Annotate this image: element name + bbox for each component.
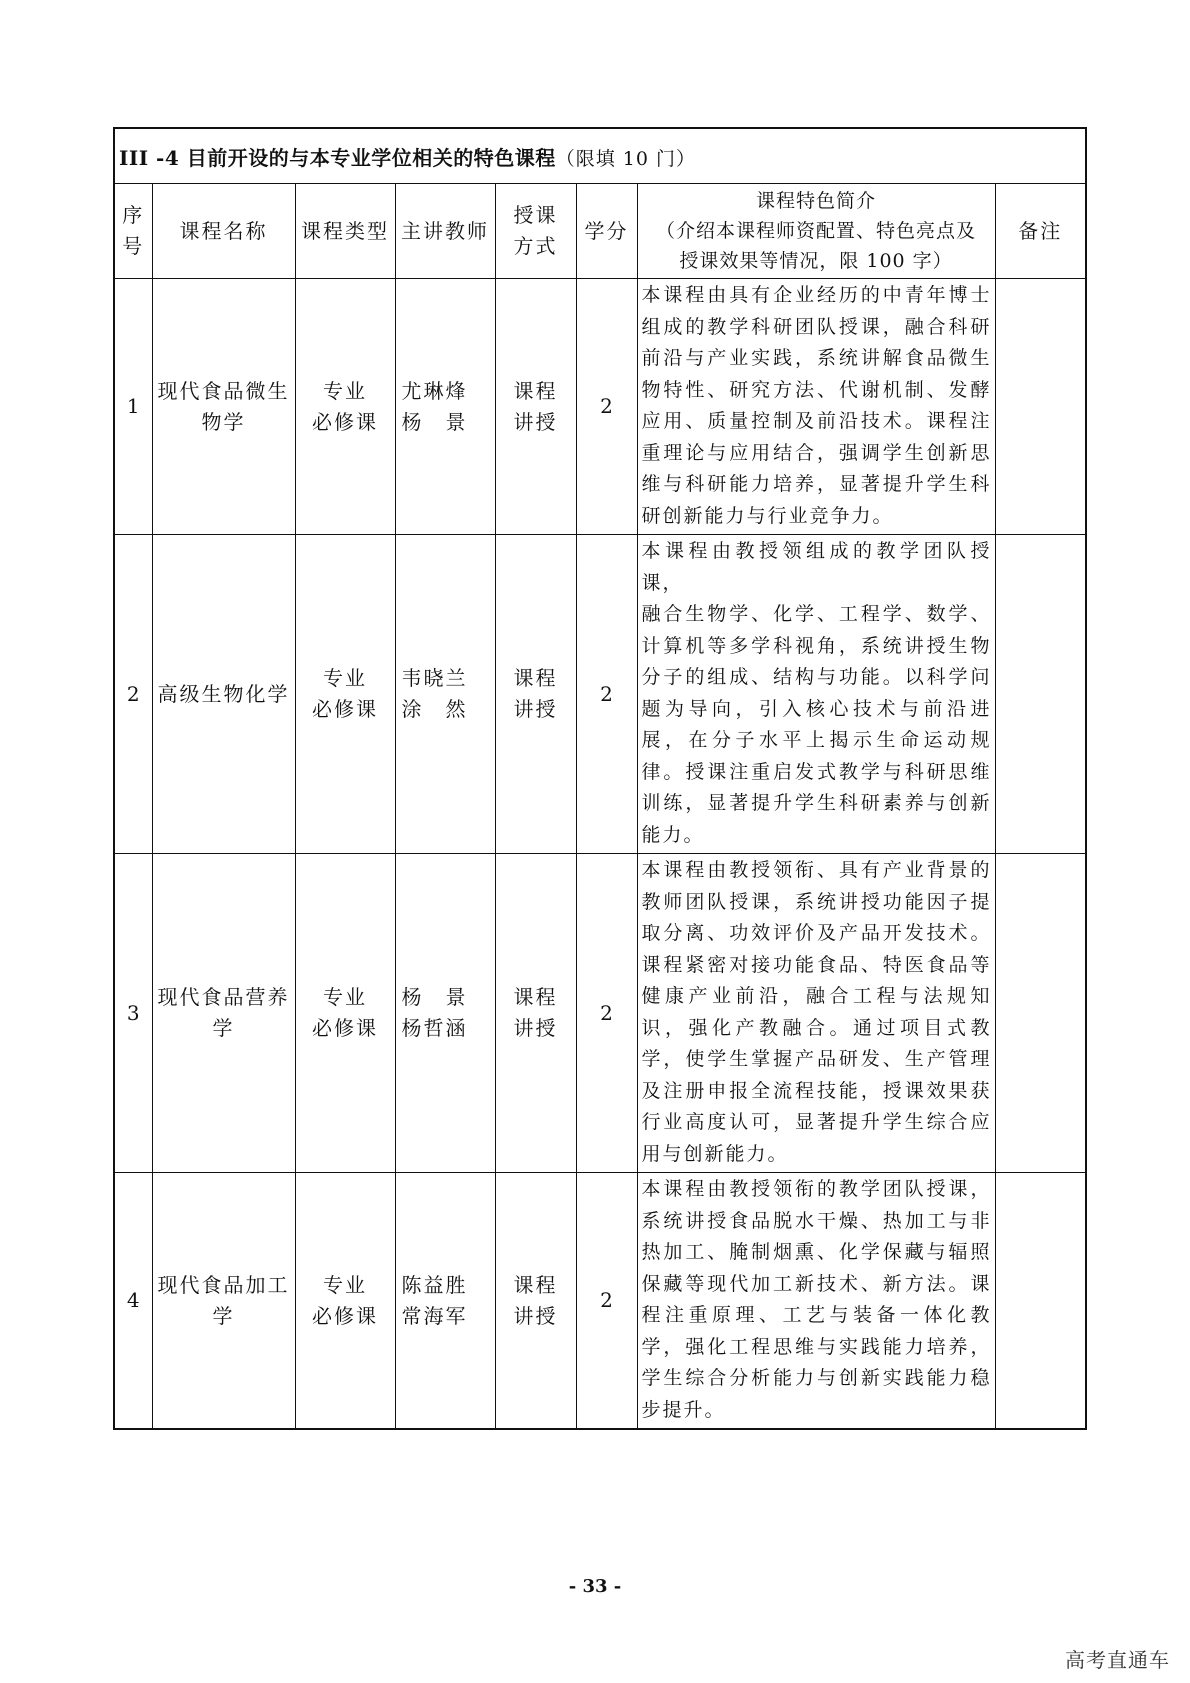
row-course-name: 现代食品微生物学 xyxy=(152,279,295,535)
header-index: 序 号 xyxy=(114,184,152,279)
table-title-note: （限填 10 门） xyxy=(555,147,696,170)
table-title-main: III -4 目前开设的与本专业学位相关的特色课程 xyxy=(119,145,556,170)
row-method: 课程 讲授 xyxy=(495,279,576,535)
row-course-name: 现代食品营养学 xyxy=(152,854,295,1173)
table-row xyxy=(114,535,1086,854)
row-remark xyxy=(995,1173,1086,1430)
page-number: - 33 - xyxy=(568,1576,622,1597)
header-teacher: 主讲教师 xyxy=(395,184,495,279)
row-course-type: 专业 必修课 xyxy=(295,535,395,854)
row-course-type: 专业 必修课 xyxy=(295,854,395,1173)
row-remark xyxy=(995,279,1086,535)
row-description: 本课程由教授领组成的教学团队授课， 融合生物学、化学、工程学、数学、计算机等多学科视角，系统讲授生物分子的组成、结构与功能。以科学问题为导向，引入核心技术与前沿进展，在分子水平上揭示生命运动规律。授课注重启发式教学与科研思维训练，显著提升学生科研素养与创新能力。 xyxy=(637,535,995,854)
row-course-type: 专业 必修课 xyxy=(295,1173,395,1430)
table-row xyxy=(114,854,1086,1173)
row-credit: 2 xyxy=(576,854,637,1173)
row-index: 1 xyxy=(114,279,152,535)
row-credit: 2 xyxy=(576,279,637,535)
table-title xyxy=(114,128,1086,184)
row-description: 本课程由教授领衔的教学团队授课，系统讲授食品脱水干燥、热加工与非热加工、腌制烟熏、化学保藏与辐照保藏等现代加工新技术、新方法。课程注重原理、工艺与装备一体化教学，强化工程思维与实践能力培养，学生综合分析能力与创新实践能力稳步提升。 xyxy=(637,1173,995,1430)
watermark-text: 高考直通车 xyxy=(1065,1648,1170,1672)
header-method: 授课 方式 xyxy=(495,184,576,279)
row-index: 3 xyxy=(114,854,152,1173)
row-credit: 2 xyxy=(576,535,637,854)
row-description: 本课程由教授领衔、具有产业背景的教师团队授课，系统讲授功能因子提取分离、功效评价及产品开发技术。课程紧密对接功能食品、特医食品等健康产业前沿，融合工程与法规知识，强化产教融合。通过项目式教学，使学生掌握产品研发、生产管理及注册申报全流程技能，授课效果获行业高度认可，显著提升学生综合应用与创新能力。 xyxy=(637,854,995,1173)
row-teachers: 陈益胜 常海军 xyxy=(395,1173,495,1430)
row-method: 课程 讲授 xyxy=(495,1173,576,1430)
header-remark: 备注 xyxy=(995,184,1086,279)
table-row xyxy=(114,1173,1086,1430)
row-course-name: 现代食品加工学 xyxy=(152,1173,295,1430)
header-credit: 学分 xyxy=(576,184,637,279)
row-method: 课程 讲授 xyxy=(495,535,576,854)
row-method: 课程 讲授 xyxy=(495,854,576,1173)
row-teachers: 尤琳烽 杨 景 xyxy=(395,279,495,535)
row-remark xyxy=(995,535,1086,854)
row-credit: 2 xyxy=(576,1173,637,1430)
table-row xyxy=(114,279,1086,535)
header-course-type: 课程类型 xyxy=(295,184,395,279)
featured-courses-table xyxy=(113,127,1087,1430)
row-teachers: 杨 景 杨哲涵 xyxy=(395,854,495,1173)
header-description: 课程特色简介 （介绍本课程师资配置、特色亮点及 授课效果等情况，限 100 字） xyxy=(637,184,995,279)
row-course-type: 专业 必修课 xyxy=(295,279,395,535)
header-row xyxy=(114,184,1086,279)
row-description: 本课程由具有企业经历的中青年博士组成的教学科研团队授课，融合科研前沿与产业实践，系统讲解食品微生物特性、研究方法、代谢机制、发酵应用、质量控制及前沿技术。课程注重理论与应用结合，强调学生创新思维与科研能力培养，显著提升学生科研创新能力与行业竞争力。 xyxy=(637,279,995,535)
row-index: 4 xyxy=(114,1173,152,1430)
row-teachers: 韦晓兰 涂 然 xyxy=(395,535,495,854)
row-remark xyxy=(995,854,1086,1173)
header-course-name: 课程名称 xyxy=(152,184,295,279)
row-index: 2 xyxy=(114,535,152,854)
row-course-name: 高级生物化学 xyxy=(152,535,295,854)
